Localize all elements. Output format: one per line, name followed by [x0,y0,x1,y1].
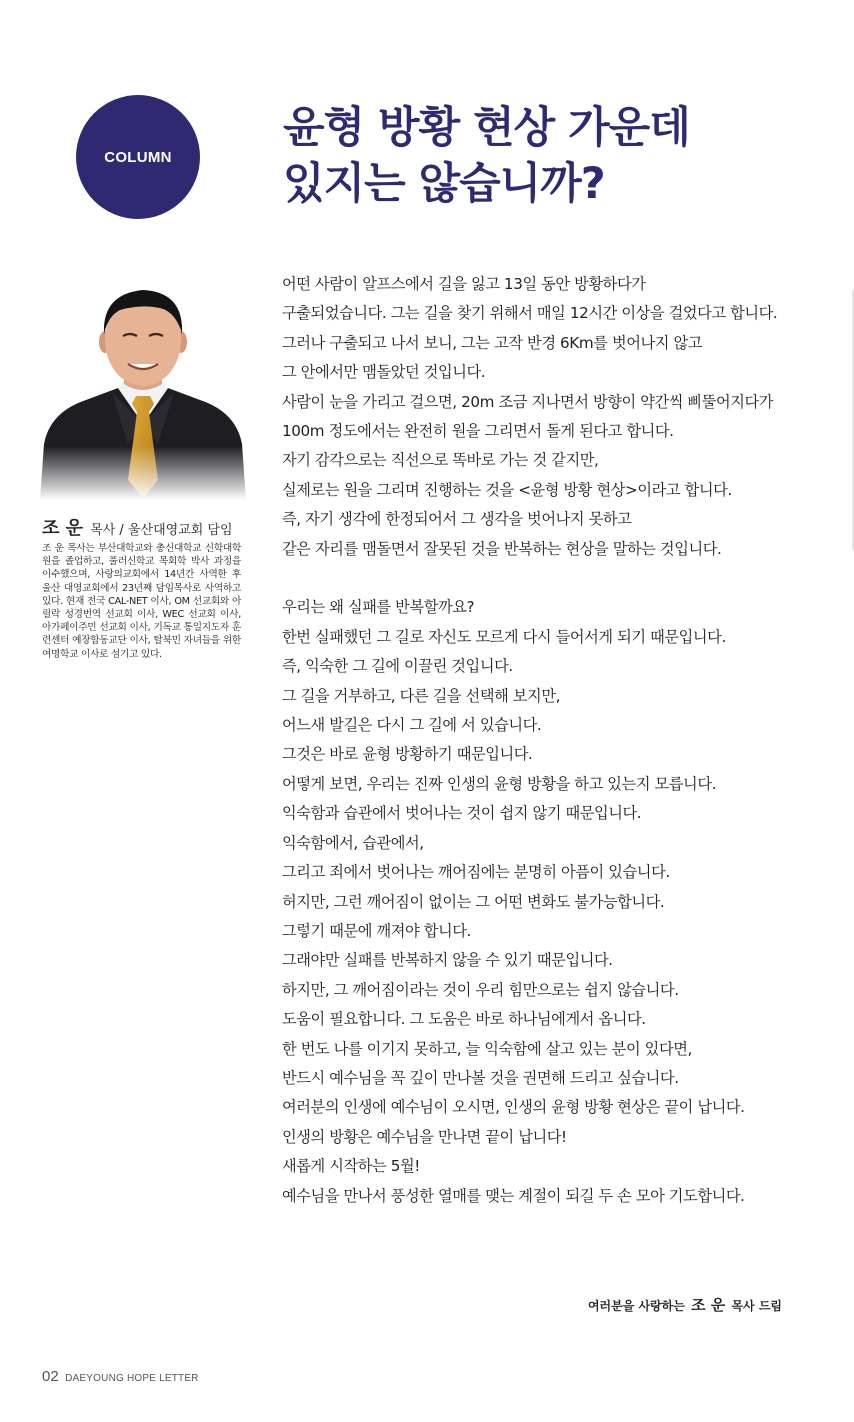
body-line: 예수님을 만나서 풍성한 열매를 맺는 계절이 되길 두 손 모아 기도합니다. [282,1186,745,1205]
author-heading [42,514,242,540]
column-badge-label: COLUMN [104,148,172,166]
signature-prefix: 여러분을 사랑하는 [587,1299,685,1313]
article-title [283,100,823,212]
body-line: 한 번도 나를 이기지 못하고, 늘 익숙함에 살고 있는 분이 있다면, [282,1039,692,1058]
body-line: 같은 자리를 맴돌면서 잘못된 것을 반복하는 현상을 말하는 것입니다. [282,539,722,558]
body-line: 한번 실패했던 그 길로 자신도 모르게 다시 들어서게 되기 때문입니다. [282,627,726,646]
body-line: 그리고 죄에서 벗어나는 깨어짐에는 분명히 아픔이 있습니다. [282,863,670,882]
column-badge [76,95,200,219]
page-number: 02 [42,1368,59,1385]
body-line: 어떻게 보면, 우리는 진짜 인생의 윤형 방황을 하고 있는지 모릅니다. [282,774,717,793]
body-line: 자기 감각으로는 직선으로 똑바로 가는 것 같지만, [282,451,599,470]
signature-name: 조 운 [691,1296,726,1314]
body-line: 그렇기 때문에 깨져야 합니다. [282,921,471,940]
body-line: 그래야만 실패를 반복하지 않을 수 있기 때문입니다. [282,951,613,970]
author-name: 조 운 [42,518,84,539]
body-line: 우리는 왜 실패를 반복할까요? [282,598,475,617]
body-line: 인생의 방황은 예수님을 만나면 끝이 납니다! [282,1127,567,1146]
body-line: 도움이 필요합니다. 그 도움은 바로 하나님에게서 옵니다. [282,1010,646,1029]
body-line: 구출되었습니다. 그는 길을 찾기 위해서 매일 12시간 이상을 걸었다고 합니다. [282,304,778,323]
body-line: 그 길을 거부하고, 다른 길을 선택해 보지만, [282,686,561,705]
title-line: 윤형 방황 현상 가운데 [283,103,690,153]
body-line: 반드시 예수님을 꼭 깊이 만나볼 것을 권면해 드리고 싶습니다. [282,1068,679,1087]
body-paragraph [282,593,802,1211]
page-footer [42,1368,199,1386]
title-line: 있지는 않습니까? [283,159,605,209]
author-photo [40,284,246,500]
body-line: 여러분의 인생에 예수님이 오시면, 인생의 윤형 방황 현상은 끝이 납니다. [282,1098,745,1117]
body-line: 100m 정도에서는 완전히 원을 그리면서 돌게 된다고 합니다. [282,422,674,441]
body-line: 즉, 자기 생각에 한정되어서 그 생각을 벗어나지 못하고 [282,510,632,529]
body-line: 어떤 사람이 알프스에서 길을 잃고 13일 동안 방황하다가 [282,275,646,293]
body-line: 즉, 익숙한 그 길에 이끌린 것입니다. [282,657,513,676]
body-line: 허지만, 그런 깨어짐이 없이는 그 어떤 변화도 불가능합니다. [282,892,665,911]
body-line: 새롭게 시작하는 5월! [282,1157,420,1176]
signature-suffix: 목사 드림 [731,1299,782,1313]
body-line: 익숙함에서, 습관에서, [282,833,424,852]
body-paragraph [282,270,802,564]
body-line: 사람이 눈을 가리고 걸으면, 20m 조금 지나면서 방향이 약간씩 삐뚤어지다가 [282,392,774,411]
body-line: 익숙함과 습관에서 벗어나는 것이 쉽지 않기 때문입니다. [282,804,642,823]
body-line: 실제로는 원을 그리며 진행하는 것을 <윤형 방황 현상>이라고 합니다. [282,480,732,499]
body-line: 그 안에서만 맴돌았던 것입니다. [282,363,486,382]
body-line: 어느새 발길은 다시 그 길에 서 있습니다. [282,716,542,735]
signature [560,1294,782,1315]
article-body [282,270,802,1211]
magazine-name: DAEYOUNG HOPE LETTER [65,1373,199,1384]
body-line: 그러나 구출되고 나서 보니, 그는 고작 반경 6Km를 벗어나지 않고 [282,333,703,352]
body-line: 하지만, 그 깨어짐이라는 것이 우리 힘만으로는 쉽지 않습니다. [282,980,679,999]
author-bio: 조 운 목사는 부산대학교와 총신대학교 신학대학원을 졸업하고, 풀러신학교 목회학 박사 과정을 이수했으며, 사랑의교회에서 14년간 사역한 후 울산 대영교회에서 23년째 담임목사로 사역하고 있다. 현재 전국 CAL-NET 이사, OM 선교회와 아릴락 성경번역 선교회 이사, WEC 선교회 이사, 아가페이주민 선교회 이사, 기독교 통일지도자 훈련센터 예장합동교단 이사, 탈북민 자녀들을 위한 여명학교 이사로 섬기고 있다. [42,543,241,660]
body-line: 그것은 바로 윤형 방황하기 때문입니다. [282,745,533,764]
author-role: 목사 / 울산대영교회 담임 [90,523,233,538]
